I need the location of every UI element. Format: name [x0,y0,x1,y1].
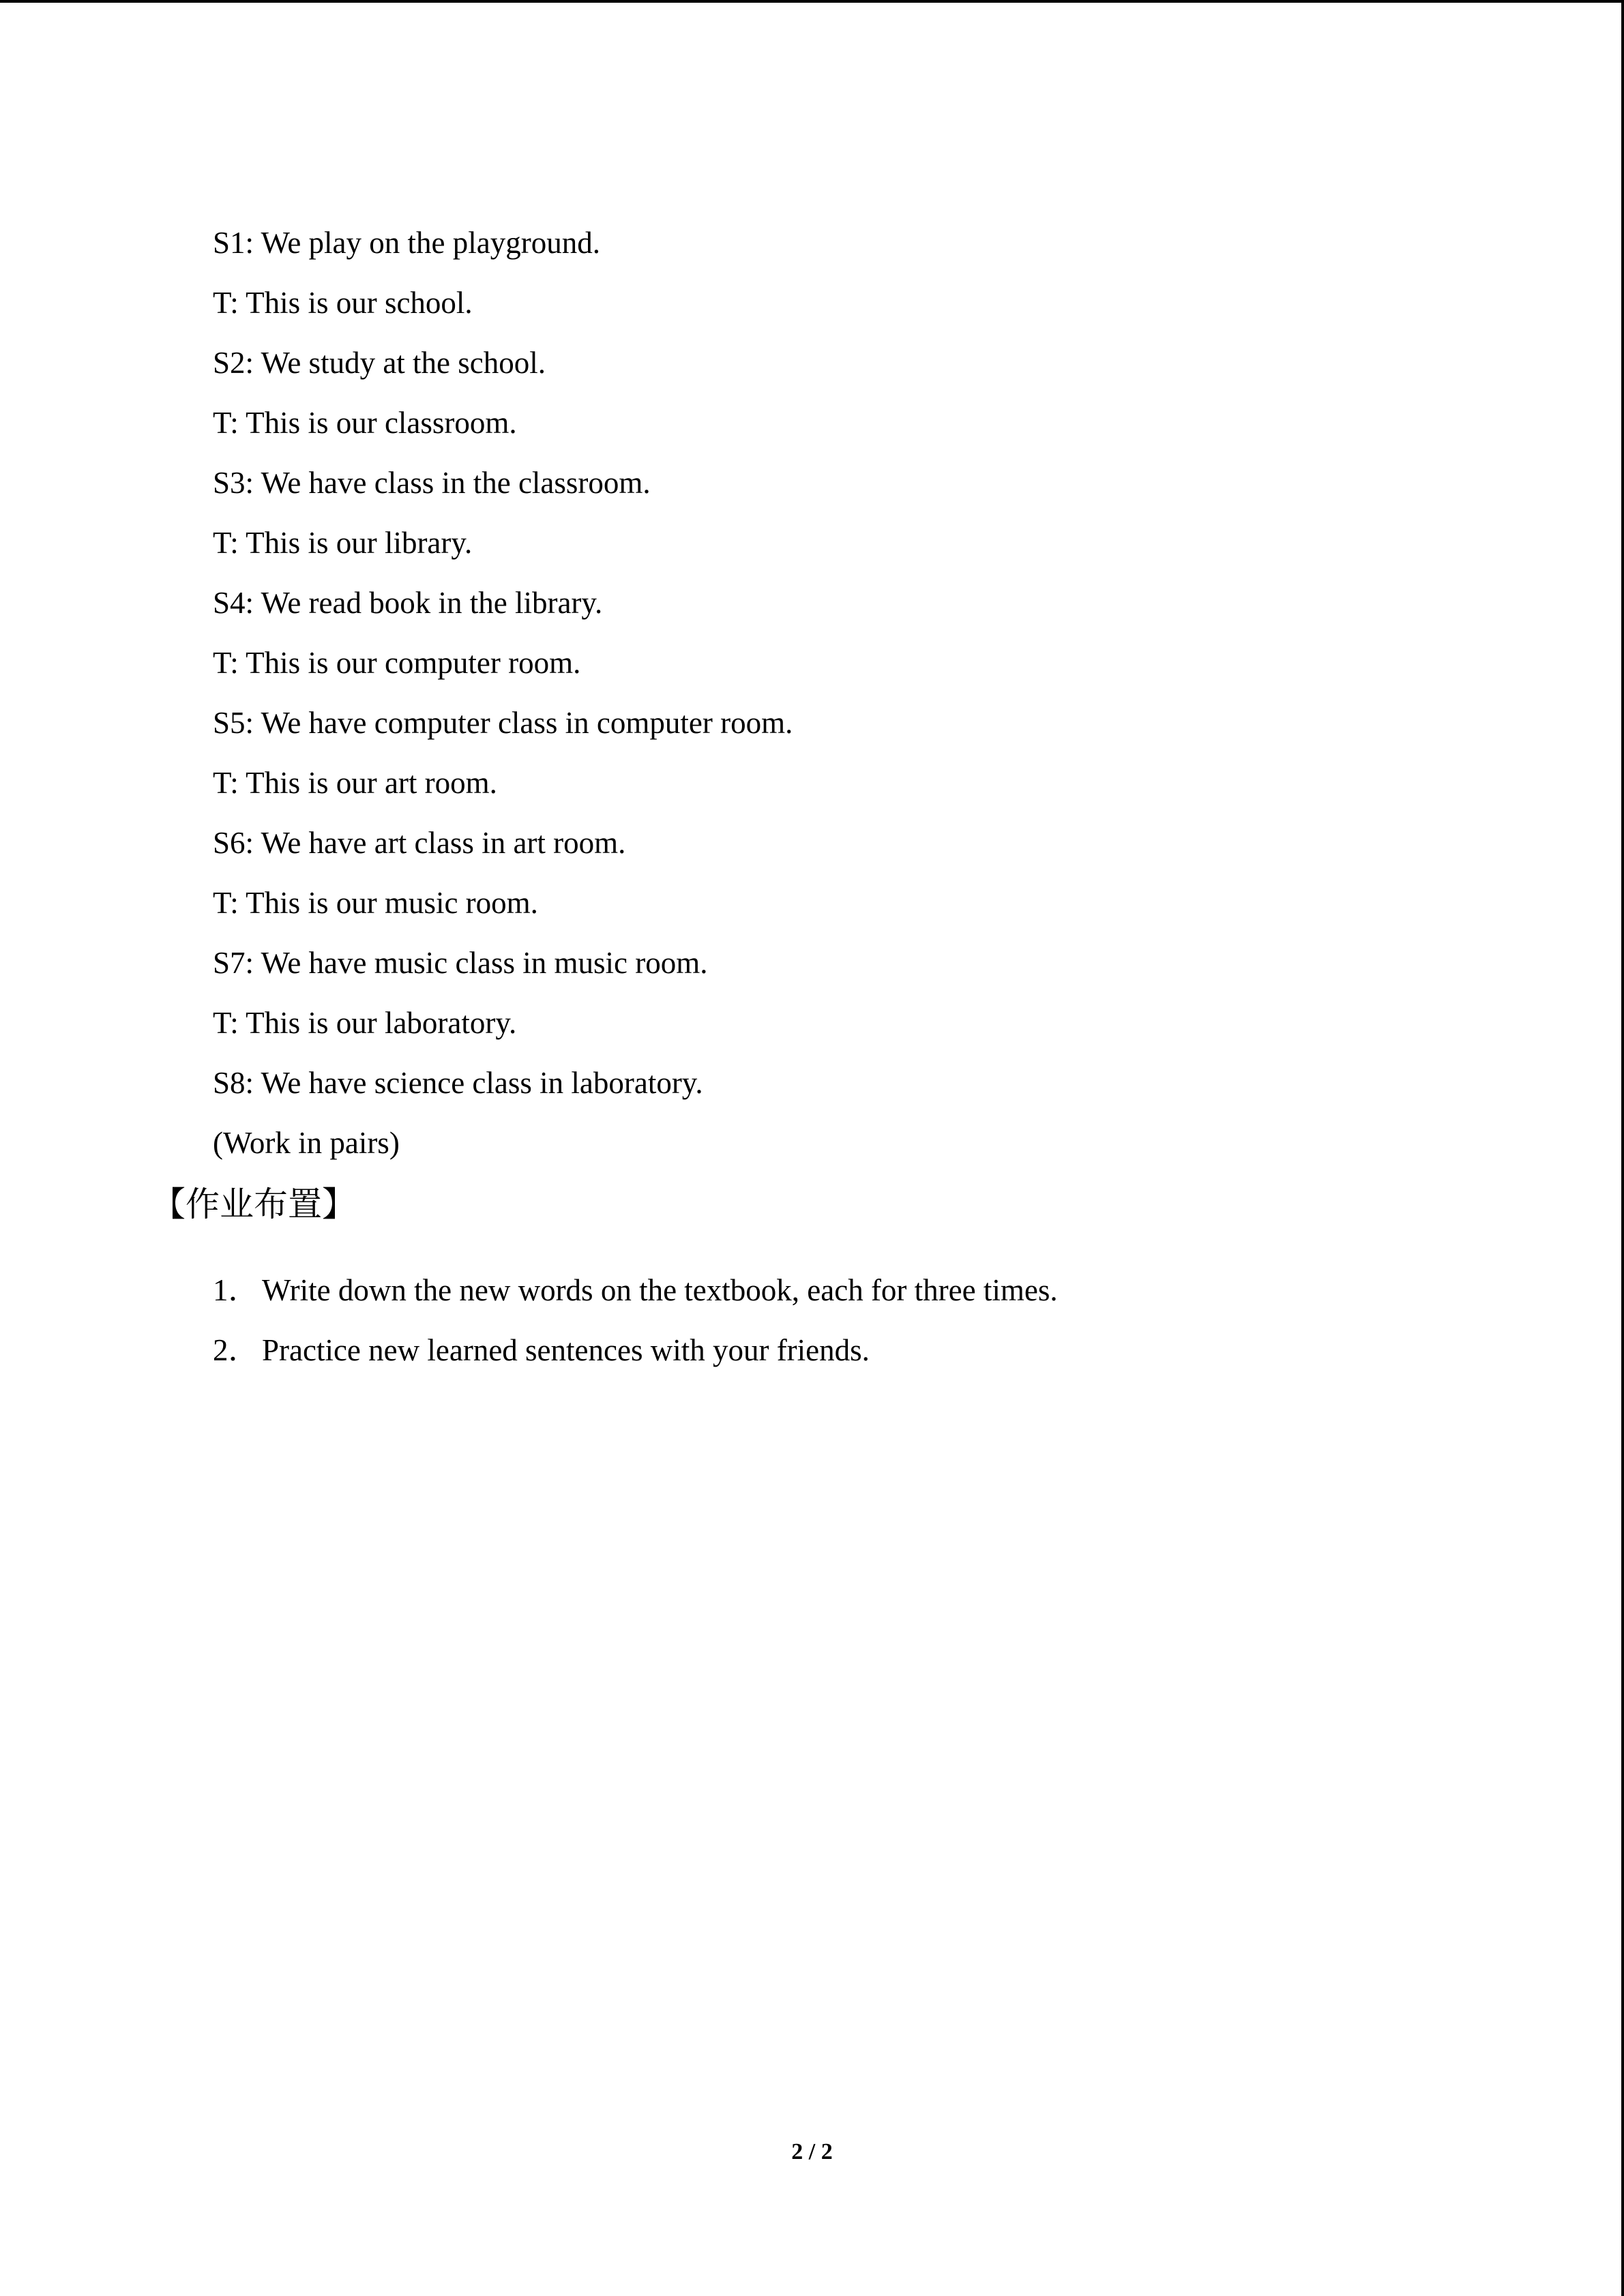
homework-item [213,1260,1509,1320]
homework-heading: 【作业布置】 [151,1184,356,1224]
dialogue-line: S8: We have science class in laboratory. [213,1066,703,1100]
homework-item-number: 2． [213,1333,259,1367]
dialogue-line: T: This is our art room. [213,766,497,800]
dialogue-line: S3: We have class in the classroom. [213,466,651,500]
dialogue-line: S2: We study at the school. [213,346,546,380]
dialogue-line: S7: We have music class in music room. [213,946,708,980]
dialogue-block [213,213,1509,1173]
dialogue-line: T: This is our laboratory. [213,1006,517,1040]
homework-item-text: Practice new learned sentences with your friends. [262,1333,870,1367]
dialogue-line: S5: We have computer class in computer room. [213,706,793,740]
dialogue-line: T: This is our computer room. [213,646,581,680]
dialogue-line: T: This is our school. [213,286,473,320]
work-in-pairs-note: (Work in pairs) [213,1126,400,1160]
dialogue-line: S4: We read book in the library. [213,586,603,620]
dialogue-line: S1: We play on the playground. [213,226,600,260]
homework-item-number: 1． [213,1273,259,1307]
page-number: 2 / 2 [791,2139,833,2164]
homework-item [213,1320,1509,1380]
homework-item-text: Write down the new words on the textbook, each for three times. [262,1273,1058,1307]
dialogue-line: T: This is our library. [213,526,473,560]
homework-list [213,1260,1509,1380]
dialogue-line: T: This is our classroom. [213,406,517,440]
dialogue-line: S6: We have art class in art room. [213,826,626,860]
dialogue-line: T: This is our music room. [213,886,538,920]
